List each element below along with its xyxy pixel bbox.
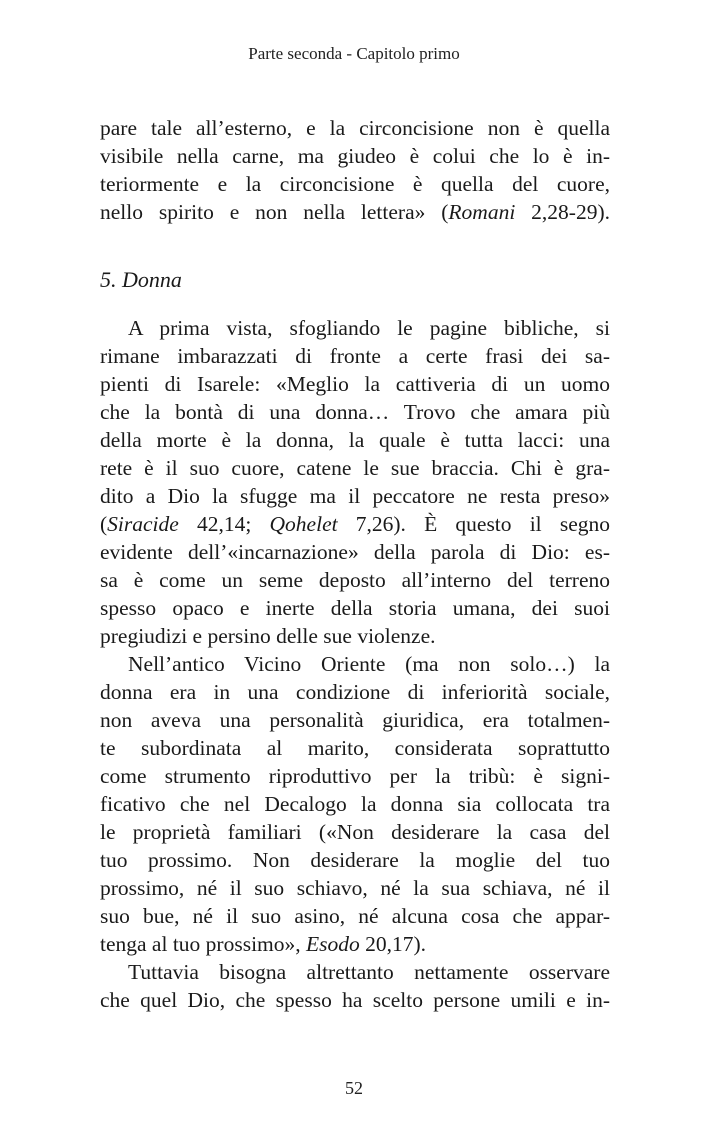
text-line: Nell’antico Vicino Oriente (ma non solo…) la — [128, 652, 610, 676]
page-number: 52 — [345, 1078, 363, 1098]
text-line: donna era in una condizione di inferiorità sociale, — [100, 680, 610, 704]
text-line: della morte è la donna, la quale è tutta lacci: una — [100, 428, 610, 452]
text-run: ( — [100, 512, 108, 536]
text-line: come strumento riproduttivo per la tribù: è signi- — [100, 764, 610, 788]
text-line: rimane imbarazzati di fronte a certe frasi dei sa- — [100, 344, 610, 368]
section-heading: 5. Donna — [100, 267, 182, 292]
citation-book: Qohelet — [269, 512, 338, 536]
text-line — [100, 198, 610, 226]
citation-book: Siracide — [107, 512, 179, 536]
text-line — [100, 510, 610, 538]
text-line: teriormente e la circoncisione è quella del cuore, — [100, 172, 610, 196]
text-line: le proprietà familiari («Non desiderare la casa del — [100, 820, 610, 844]
text-line: pregiudizi e persino delle sue violenze. — [100, 624, 436, 648]
text-line: pare tale all’esterno, e la circoncisione non è quella — [100, 116, 610, 140]
text-line — [100, 930, 610, 958]
continuation-paragraph — [100, 114, 610, 226]
text-run: 42,14; — [178, 512, 270, 536]
paragraph-1 — [100, 314, 610, 650]
text-line: spesso opaco e inerte della storia umana, dei suoi — [100, 596, 610, 620]
text-line: dito a Dio la sfugge ma il peccatore ne resta preso» — [100, 484, 610, 508]
citation-book: Esodo — [306, 932, 360, 956]
text-line: che la bontà di una donna… Trovo che amara più — [100, 400, 610, 424]
text-run: nello spirito e non nella lettera» ( — [100, 200, 449, 224]
text-line: suo bue, né il suo asino, né alcuna cosa che appar- — [100, 904, 610, 928]
text-line: te subordinata al marito, considerata soprattutto — [100, 736, 610, 760]
text-run: 2,28-29). — [515, 200, 610, 224]
text-run: 20,17). — [359, 932, 427, 956]
text-line: non aveva una personalità giuridica, era totalmen- — [100, 708, 610, 732]
paragraph-3 — [100, 958, 610, 1014]
text-line: che quel Dio, che spesso ha scelto persone umili e in- — [100, 988, 610, 1012]
text-run: 7,26). È questo il segno — [337, 512, 610, 536]
text-line: rete è il suo cuore, catene le sue braccia. Chi è gra- — [100, 456, 610, 480]
text-line: visibile nella carne, ma giudeo è colui che lo è in- — [100, 144, 610, 168]
text-line: ficativo che nel Decalogo la donna sia collocata tra — [100, 792, 610, 816]
text-line: tuo prossimo. Non desiderare la moglie del tuo — [100, 848, 610, 872]
text-line: Tuttavia bisogna altrettanto nettamente osservare — [128, 960, 610, 984]
text-run: tenga al tuo prossimo», — [100, 932, 307, 956]
text-line: A prima vista, sfogliando le pagine bibliche, si — [128, 316, 610, 340]
text-line: prossimo, né il suo schiavo, né la sua schiava, né il — [100, 876, 610, 900]
text-line: evidente dell’«incarnazione» della parola di Dio: es- — [100, 540, 610, 564]
paragraph-2 — [100, 650, 610, 958]
text-line: pienti di Isarele: «Meglio la cattiveria di un uomo — [100, 372, 610, 396]
text-line: sa è come un seme deposto all’interno del terreno — [100, 568, 610, 592]
citation-book: Romani — [448, 200, 516, 224]
running-head: Parte seconda - Capitolo primo — [248, 44, 460, 63]
